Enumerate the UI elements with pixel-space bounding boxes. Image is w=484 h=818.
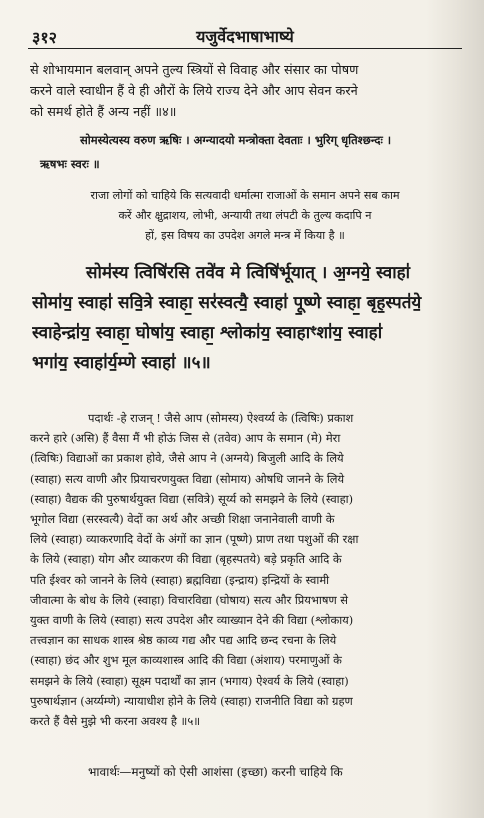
mantra-line: स्वाहेन्द्रा॑य॒ स्वाहा॒ घोषा॑य॒ स्वाहा॒ श्लोका॑य॒ स्वाहाꣳशा॑य॒ स्वाहा॑ bbox=[32, 323, 383, 343]
text-line: राजा लोगों को चाहिये कि सत्यवादी धर्मात्मा राजाओं के समान अपने सब काम bbox=[90, 189, 400, 202]
text-line: करने हारे (असि) हैं वैसा मैं भी होऊं जिस से (तवेव) आप के समान (मे) मेरा bbox=[30, 431, 341, 446]
text-line: से शोभायमान बलवान् अपने तुल्य स्त्रियों से विवाह और संसार का पोषण bbox=[30, 63, 359, 78]
text-line: तत्त्वज्ञान का साधक शास्त्र श्रेष्ठ काव्य गद्य और पद्य आदि छन्द रचना के लिये bbox=[30, 633, 337, 648]
text-line: पदार्थः -हे राजन् ! जैसे आप (सोमस्य) ऐश्वर्य्य के (त्विषिः) प्रकाश bbox=[88, 411, 354, 425]
padartha-paragraph bbox=[30, 408, 462, 731]
text-line: करते हैं वैसे मुझे भी करना अवश्य है ॥५॥ bbox=[30, 714, 201, 729]
mantra-meta bbox=[40, 128, 462, 176]
text-line: (त्विषिः) विद्याओं का प्रकाश होवे, जैसे आप ने (अग्नये) बिजुली आदि के लिये bbox=[30, 451, 344, 466]
text-line: जीवात्मा के बोध के लिये (स्वाहा) विचारविद्या (घोषाय) सत्य और प्रियभाषण से bbox=[30, 592, 348, 607]
text-line: हों, इस विषय का उपदेश अगले मन्त्र में किया है ॥ bbox=[145, 229, 345, 242]
text-line: भावार्थः—मनुष्यों को ऐसी आशंसा (इच्छा) करनी चाहिये कि bbox=[88, 765, 343, 779]
text-line: भूगोल विद्या (सरस्वत्यै) वेदों का अर्थ और अच्छी शिक्षा जनानेवाली वाणी के bbox=[30, 512, 335, 527]
text-line: पुरुषार्थज्ञान (अर्य्यम्णे) न्यायाधीश होने के लिये (स्वाहा) राजनीति विद्या को ग्रहण bbox=[30, 693, 353, 708]
running-title: यजुर्वेदभाषाभाष्ये bbox=[196, 27, 294, 46]
text-line: युक्त वाणी के लिये (स्वाहा) सत्य उपदेश और व्याख्यान देने की विद्या (श्लोकाय) bbox=[30, 613, 354, 628]
text-line: को समर्थ होते हैं अन्य नहीं ॥४॥ bbox=[30, 105, 177, 120]
mantra-line: सोम॑स्य त्विषि॑रसि तवे॑व मे त्विषि॑र्भूयात् । अ॒ग्नये॒ स्वाहा॑ bbox=[86, 263, 411, 283]
text-line: के लिये (स्वाहा) योग और व्याकरण की विद्या (बृहस्पतये) बड़े प्रकृति आदि के bbox=[30, 552, 342, 567]
intro-paragraph bbox=[30, 60, 462, 123]
text-line: करने वाले स्वाधीन हैं वे ही औरों के लिये राज्य देने और आप सेवन करने bbox=[30, 84, 358, 99]
text-line: लिये (स्वाहा) व्याकरणादि वेदों के अंगों का ज्ञान (पूष्णे) प्राण तथा पशुओं की रक्षा bbox=[30, 532, 359, 547]
page-header bbox=[28, 22, 462, 49]
text-line: (स्वाहा) वैद्यक की पुरुषार्थयुक्त विद्या (सवित्रे) सूर्य्य को समझने के लिये (स्वाहा) bbox=[30, 491, 354, 506]
bhavartha-paragraph bbox=[30, 762, 462, 782]
topic-summary bbox=[28, 186, 462, 246]
text-line: (स्वाहा) सत्य वाणी और प्रियाचरणयुक्त विद्या (सोमाय) ओषधि जानने के लिये bbox=[30, 471, 345, 486]
mantra-verse bbox=[32, 258, 466, 378]
text-line: करें और क्षुद्राशय, लोभी, अन्यायी तथा लंपटी के तुल्य कदापि न bbox=[118, 209, 372, 222]
page-number: ३१२ bbox=[32, 28, 57, 47]
text-line: समझने के लिये (स्वाहा) सूक्ष्म पदार्थों का ज्ञान (भगाय) ऐश्वर्य के लिये (स्वाहा) bbox=[30, 673, 349, 688]
rishi-devata-chhanda-line: सोमस्येत्यस्य वरुण ऋषिः । अग्न्यादयो मन्त्रोक्ता देवताः । भुरिग् धृतिश्छन्दः । bbox=[80, 133, 392, 147]
mantra-line: भगा॑य॒ स्वाहा॑र्य॒म्णे स्वाहा॑ ॥५॥ bbox=[32, 353, 211, 373]
mantra-line: सोमा॑य॒ स्वाहा॑ सवि॒त्रे स्वाहा॒ सर॑स्वत्यै॒ स्वाहा॑ पू॒ष्णे स्वाहा॒ बृह॒स्पत॑ये॒ bbox=[32, 293, 422, 313]
svara-line: ऋषभः स्वरः ॥ bbox=[40, 157, 100, 171]
text-line: (स्वाहा) छंद और शुभ मूल काव्यशास्त्र आदि की विद्या (अंशाय) परमाणुओं के bbox=[30, 653, 342, 668]
text-line: पति ईश्वर को जानने के लिये (स्वाहा) ब्रह्मविद्या (इन्द्राय) इन्द्रियों के स्वामी bbox=[30, 572, 330, 587]
